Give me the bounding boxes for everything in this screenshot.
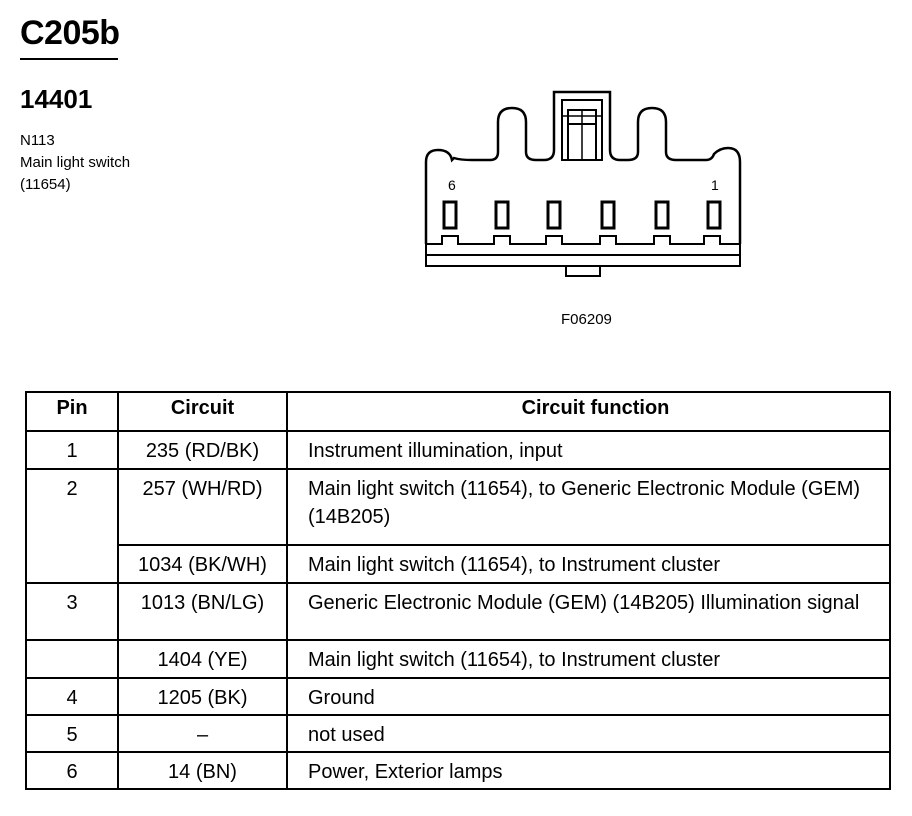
- cell-pin: 4: [26, 678, 118, 715]
- part-number: 14401: [20, 84, 93, 114]
- table-row: [26, 583, 890, 640]
- header-circuit: Circuit: [118, 392, 287, 431]
- table-row: [26, 715, 890, 752]
- cell-circuit: –: [118, 715, 287, 752]
- pin-cavity-2: [656, 202, 668, 228]
- cell-pin: 6: [26, 752, 118, 789]
- table-header-row: [26, 392, 890, 431]
- cell-circuit: 257 (WH/RD): [118, 469, 287, 545]
- figure-id: F06209: [561, 311, 612, 328]
- cell-function: Power, Exterior lamps: [287, 752, 890, 789]
- meta-line-2: Main light switch: [20, 154, 131, 171]
- cell-circuit: 1034 (BK/WH): [118, 545, 287, 583]
- pin-label-right: 1: [711, 177, 719, 193]
- pin-cavity-4: [548, 202, 560, 228]
- connector-base-rail: [426, 236, 740, 266]
- table-row: [26, 469, 890, 545]
- pin-label-left: 6: [448, 177, 456, 193]
- cell-function: Main light switch (11654), to Instrument cluster: [287, 640, 890, 678]
- cell-pin: 2: [26, 469, 118, 583]
- meta-line-1: N113: [20, 132, 55, 149]
- cell-circuit: 1013 (BN/LG): [118, 583, 287, 640]
- pin-cavity-5: [496, 202, 508, 228]
- cell-pin: 5: [26, 715, 118, 752]
- table-row: [26, 678, 890, 715]
- cell-circuit: 1205 (BK): [118, 678, 287, 715]
- table-row: [26, 431, 890, 469]
- cell-function: Ground: [287, 678, 890, 715]
- meta-line-3: (11654): [20, 176, 71, 193]
- cell-circuit: 235 (RD/BK): [118, 431, 287, 469]
- pinout-table: [25, 391, 891, 790]
- cell-function: Generic Electronic Module (GEM) (14B205) Illumination signal: [287, 583, 890, 640]
- cell-pin: [26, 640, 118, 678]
- cell-pin: 3: [26, 583, 118, 640]
- cell-function: Instrument illumination, input: [287, 431, 890, 469]
- table-row: [26, 752, 890, 789]
- connector-key: [566, 266, 600, 276]
- connector-face-diagram: [420, 90, 750, 282]
- cell-pin: 1: [26, 431, 118, 469]
- pin-cavity-6: [444, 202, 456, 228]
- cell-function: Main light switch (11654), to Generic Electronic Module (GEM) (14B205): [287, 469, 890, 545]
- cell-function: not used: [287, 715, 890, 752]
- table-row: [26, 545, 890, 583]
- cell-circuit: 14 (BN): [118, 752, 287, 789]
- pin-cavity-3: [602, 202, 614, 228]
- header-circuit-function: Circuit function: [287, 392, 890, 431]
- cell-circuit: 1404 (YE): [118, 640, 287, 678]
- connector-body-outline: [426, 92, 740, 244]
- pin-cavity-1: [708, 202, 720, 228]
- connector-title: C205b: [20, 14, 120, 52]
- header-pin: Pin: [26, 392, 118, 431]
- table-row: [26, 640, 890, 678]
- cell-function: Main light switch (11654), to Instrument cluster: [287, 545, 890, 583]
- title-underline: [20, 58, 118, 60]
